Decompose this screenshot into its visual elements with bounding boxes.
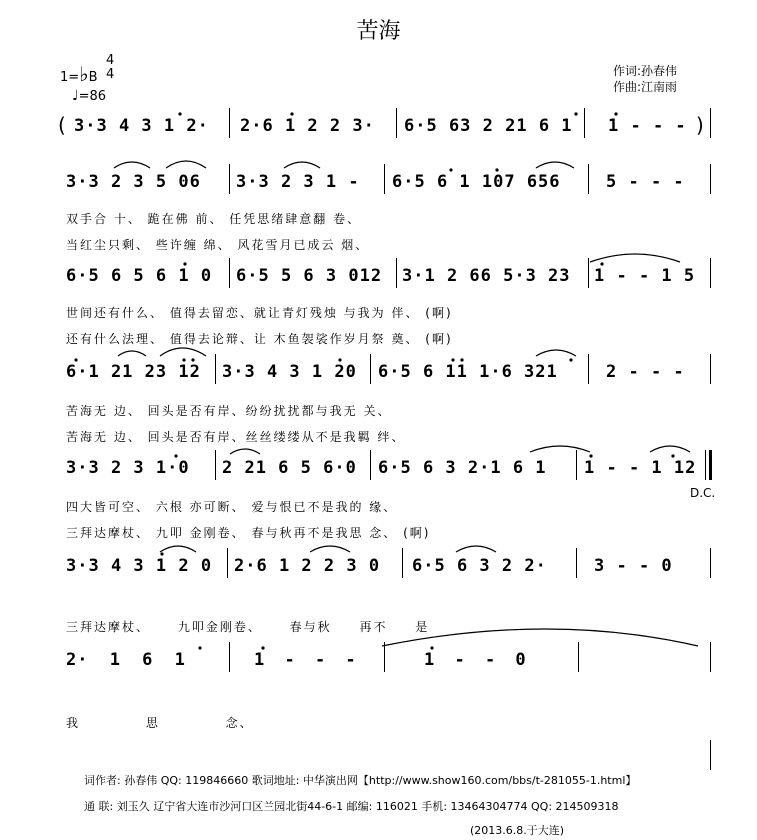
composer: 作曲:江南雨 [613, 80, 678, 94]
slur [114, 162, 150, 168]
lyric-line: 苦海无 边、 回头是否有岸、纷纷扰扰都与我无 关、 [66, 404, 392, 418]
lyric-line: 双手合 十、 跪在佛 前、 任凭思绪肆意翻 卷、 [66, 212, 362, 226]
measure: 3 - - 0 [594, 556, 673, 576]
measure: 6·5 5 6 3 012 [236, 266, 383, 286]
repeat-paren-close: ) [696, 113, 704, 137]
measure: 3·3 4 3 1 2 0 [66, 556, 213, 576]
measure: 2 21 6 5 6·0 [222, 458, 357, 478]
measure: 1 - - - [608, 116, 687, 136]
measure: 6·5 6 11 1·6 321 [378, 362, 558, 382]
measure: 3·3 2 3 5 06 [66, 172, 201, 192]
key-note: B [88, 70, 98, 85]
quarter-note-icon: ♩ [72, 88, 79, 104]
measure: 6·5 6 5 6 1 0 [66, 266, 213, 286]
measure: 3·1 2 66 5·3 23 [402, 266, 571, 286]
lyric-line: 四大皆可空、 六根 亦可断、 爱与恨已不是我的 缘、 [66, 500, 398, 514]
slur [456, 546, 496, 552]
page-title: 苦海 [356, 19, 401, 44]
measure: 1 - - - [254, 650, 357, 670]
measure: 6·5 6 3 2·1 6 1 [378, 458, 547, 478]
measure: 2· 1 6 1 [66, 650, 186, 670]
slur [166, 161, 206, 168]
measure: 2·6 1 2 2 3· [240, 116, 375, 136]
measure: 6·5 63 2 21 6 1 [404, 116, 573, 136]
slur [284, 162, 320, 168]
time-bottom: 4 [106, 67, 115, 82]
footer-line-author: 词作者: 孙春伟 QQ: 119846660 歌词地址: 中华演出网【http://www.show160.com/bbs/t-281055-1.html】 [84, 774, 637, 787]
slur [536, 162, 574, 168]
measure: 6·5 6 3 2 2· [412, 556, 547, 576]
slur [650, 446, 690, 452]
measure: 3·3 2 3 1 - [236, 172, 360, 192]
slur [530, 446, 590, 452]
lyric-line: 三拜达摩杖、 九叩 金刚卷、 春与秋再不是我思 念、 (啊) [66, 526, 431, 540]
lyric-line: 世间还有什么、 值得去留恋、就让青灯残烛 与我为 伴、 (啊) [66, 306, 453, 320]
footer-line-date: (2013.6.8.于大连) [470, 824, 565, 837]
measure: 2·6 1 2 2 3 0 [234, 556, 381, 576]
slur [160, 348, 206, 356]
lyric-line: 苦海无 边、 回头是否有岸、丝丝缕缕从不是我羁 绊、 [66, 430, 406, 444]
repeat-paren-open: ( [58, 113, 66, 137]
lyric-line: 三拜达摩杖、 九叩金刚卷、 春与秋 再不 是 [66, 620, 430, 634]
footer-line-contact: 通 联: 刘玉久 辽宁省大连市沙河口区兰园北街44-6-1 邮编: 116021 手机: 13464304774 QQ: 214509318 [84, 800, 619, 813]
lyric-line: 当红尘只剩、 些许缠 绵、 风花雪月已成云 烟、 [66, 238, 370, 252]
measure: 5 - - - [606, 172, 685, 192]
slur [118, 351, 146, 356]
flat-icon: ♭ [79, 62, 89, 86]
lyric-line: 我 思 念、 [66, 716, 254, 730]
measure: 1 - - 1 12 [584, 458, 697, 478]
measure: 3·3 2 3 1·0 [66, 458, 190, 478]
slur [590, 254, 680, 262]
slur [310, 546, 350, 552]
slur [230, 449, 260, 454]
lyric-line: 还有什么法理、 值得去论辩、让 木鱼袈裟作岁月祭 奠、 (啊) [66, 332, 453, 346]
measure: 1 - - 0 [424, 650, 527, 670]
lyricist: 作词:孙春伟 [613, 64, 678, 78]
time-top: 4 [106, 53, 115, 68]
measure: 1 - - 1 5 [594, 266, 696, 286]
slur [160, 546, 196, 552]
slur [536, 350, 576, 356]
measure: 6·1 21 23 12 [66, 362, 201, 382]
measure: 3·3 4 3 1 2· [74, 116, 209, 136]
tie [382, 629, 698, 646]
measure: 2 - - - [606, 362, 685, 382]
dc-marking: D.C. [690, 486, 716, 500]
measure: 6·5 6 1 107 656 [392, 172, 561, 192]
measure: 3·3 4 3 1 20 [222, 362, 357, 382]
key-label: 1= [60, 70, 80, 85]
tempo-value: =86 [78, 89, 107, 104]
